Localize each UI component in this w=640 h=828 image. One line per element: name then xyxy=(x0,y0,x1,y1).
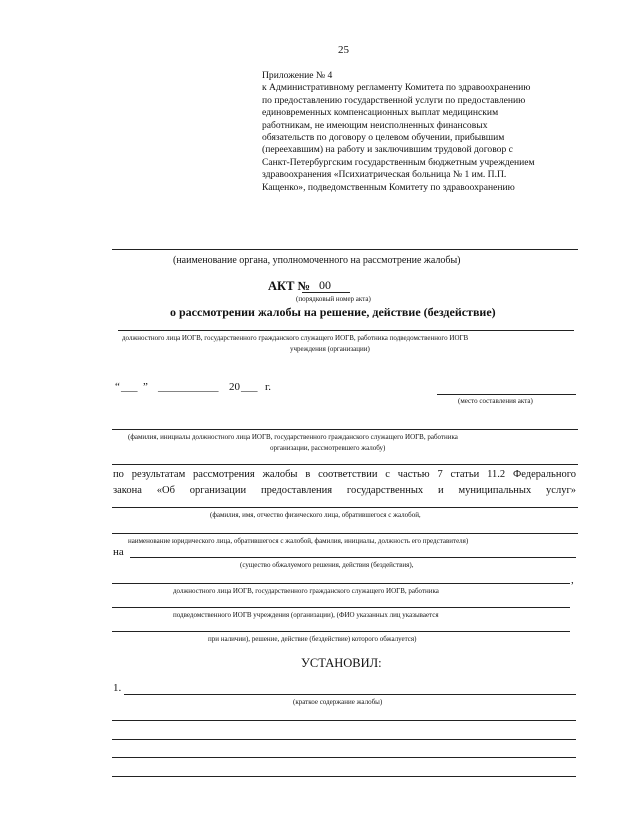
results-line-1: по результатам рассмотрения жалобы в соответствии с частью 7 статьи 11.2 Федерального xyxy=(113,469,576,480)
act-title: о рассмотрении жалобы на решение, действие (бездействие) xyxy=(170,305,496,319)
person-fill-line[interactable] xyxy=(112,429,578,430)
appendix-line: работникам, не имеющим неисполненных финансовых xyxy=(262,119,488,131)
essence-caption: (существо обжалуемого решения, действия (бездействия), xyxy=(240,561,414,569)
established-heading: УСТАНОВИЛ: xyxy=(301,656,382,670)
place-fill-line[interactable] xyxy=(437,394,576,395)
person-caption-1: (фамилия, инициалы должностного лица ИОГВ, государственного гражданского служащего ИОГВ, работника xyxy=(128,433,458,441)
appendix-line: Кащенко», подведомственным Комитету по здравоохранению xyxy=(262,181,515,193)
appendix-line: здравоохранения «Психиатрическая больница № 1 им. П.П. xyxy=(262,169,507,181)
organ-fill-line[interactable] xyxy=(112,249,578,250)
summary-fill-line[interactable] xyxy=(124,694,576,695)
legal-fill-line[interactable] xyxy=(112,533,578,534)
organ-caption: (наименование органа, уполномоченного на рассмотрение жалобы) xyxy=(173,255,461,266)
summary-fill-line-2[interactable] xyxy=(112,720,576,721)
official-caption-2: учреждения (организации) xyxy=(290,345,370,353)
appendix-line: (переехавшим) на работу и заключившим трудовой договор с xyxy=(262,144,513,156)
date-month[interactable]: ___________ xyxy=(158,381,219,393)
official-caption-3: должностного лица ИОГВ, государственного гражданского служащего ИОГВ, работника xyxy=(173,587,439,595)
individual-fill-line[interactable] xyxy=(112,507,578,508)
individual-caption: (фамилия, имя, отчество физического лица, обратившегося с жалобой, xyxy=(210,511,421,519)
date-year-prefix: 20 xyxy=(229,381,240,393)
place-caption: (место составления акта) xyxy=(458,397,533,405)
legal-caption: наименование юридического лица, обратившегося с жалобой, фамилия, инициалы, должность его представителя) xyxy=(128,537,469,545)
official-caption-5: при наличии), решение, действие (бездействие) которого обжалуется) xyxy=(208,635,417,643)
appendix-line: к Административному регламенту Комитета по здравоохранению xyxy=(262,82,531,94)
appendix-line: единовременных компенсационных выплат медицинским xyxy=(262,107,499,119)
act-number-caption: (порядковый номер акта) xyxy=(296,295,371,303)
summary-fill-line-4[interactable] xyxy=(112,757,576,758)
official-caption-4: подведомственного ИОГВ учреждения (организации), (ФИО указанных лиц указывается xyxy=(173,611,439,619)
date-day[interactable]: ___ xyxy=(121,381,138,393)
date-close-quote: ” xyxy=(143,381,148,393)
official-fill-line[interactable] xyxy=(118,330,574,331)
line-comma: , xyxy=(571,574,574,586)
summary-fill-line-3[interactable] xyxy=(112,739,576,740)
appendix-block xyxy=(262,70,592,194)
item-number: 1. xyxy=(113,682,122,694)
act-label: АКТ № xyxy=(268,279,311,293)
results-line-2: закона «Об организации предоставления государственных и муниципальных услуг» xyxy=(113,485,576,496)
date-year-suffix: г. xyxy=(265,381,272,393)
appendix-title: Приложение № 4 xyxy=(262,70,333,81)
official-fill-line-4[interactable] xyxy=(112,631,570,632)
page-number: 25 xyxy=(338,44,349,56)
appendix-line: Санкт-Петербургским государственным бюджетным учреждением xyxy=(262,156,535,168)
act-number[interactable]: 00 xyxy=(319,278,331,292)
person-fill-line-2[interactable] xyxy=(112,464,578,465)
act-number-line xyxy=(302,292,350,293)
official-caption-1: должностного лица ИОГВ, государственного гражданского служащего ИОГВ, работника подведомственного ИОГВ xyxy=(122,334,469,342)
summary-fill-line-5[interactable] xyxy=(112,776,576,777)
date-year[interactable]: ___ xyxy=(241,381,258,393)
official-fill-line-2[interactable] xyxy=(112,583,570,584)
essence-fill-line[interactable] xyxy=(130,557,576,558)
summary-caption: (краткое содержание жалобы) xyxy=(293,698,383,706)
date-open-quote: “ xyxy=(115,381,120,393)
official-fill-line-3[interactable] xyxy=(112,607,570,608)
person-caption-2: организации, рассмотревшего жалобу) xyxy=(270,444,386,452)
on-label: на xyxy=(113,546,124,558)
appendix-line: обязательств по договору о целевом обучении, прибывшим xyxy=(262,132,505,144)
appendix-line: по предоставлению государственной услуги по предоставлению xyxy=(262,94,526,106)
